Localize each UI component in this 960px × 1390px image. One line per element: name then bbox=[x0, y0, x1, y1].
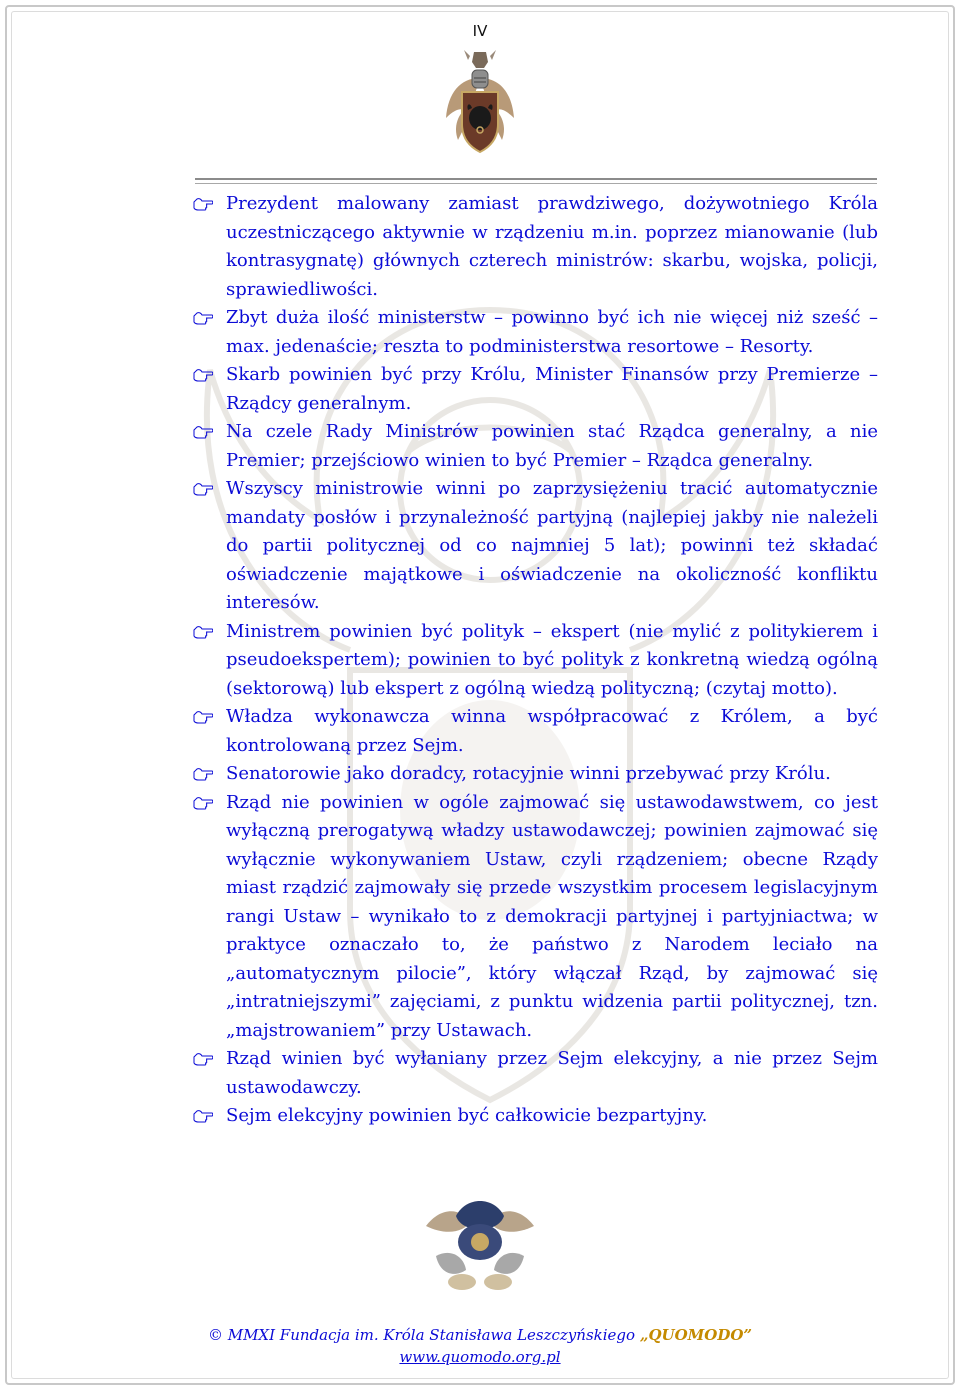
pointing-hand-icon bbox=[193, 710, 213, 724]
pointing-hand-icon bbox=[193, 482, 213, 496]
list-item bbox=[193, 418, 878, 475]
list-item bbox=[193, 1045, 878, 1102]
list-item bbox=[193, 475, 878, 618]
list-item-text: Zbyt duża ilość ministerstw – powinno być ich nie więcej niż sześć – max. jedenaście; reszta to podministerstwa resortowe – Resorty. bbox=[226, 307, 878, 357]
list-item-text: Rząd nie powinien w ogóle zajmować się ustawodawstwem, co jest wyłączną prerogatywą władzy ustawodawczej; powinien zajmować się wyłącznie wykonywaniem Ustaw, czyli rządzeniem; obecne Rządy miast rządzić zajmowały się przede wszystkim procesem legislacyjnym rangi Ustaw – wynikało to z demokracji partyjnej i partyjniactwa; w praktyce oznaczało to, że państwo z Narodem leciało na „automatycznym pilocie”, który włączał Rząd, by zajmować się „intratniejszymi” zajęciami, z punktu widzenia partii politycznej, tzn. „majstrowaniem” przy Ustawach. bbox=[226, 791, 878, 1041]
list-item bbox=[193, 760, 878, 789]
footer-copyright: © MMXI Fundacja im. Króla Stanisława Leszczyńskiego bbox=[207, 1326, 636, 1344]
eagle-ornament-icon bbox=[416, 1186, 544, 1296]
pointing-hand-icon bbox=[193, 311, 213, 325]
footer-url-line bbox=[0, 1348, 960, 1366]
header-rule-bottom bbox=[195, 183, 877, 184]
footer-copyright-line bbox=[0, 1326, 960, 1344]
page-number: IV bbox=[472, 22, 488, 40]
pointing-hand-icon bbox=[193, 1052, 213, 1066]
pointing-hand-icon bbox=[193, 368, 213, 382]
pointing-hand-icon bbox=[193, 425, 213, 439]
list-item bbox=[193, 703, 878, 760]
list-item bbox=[193, 789, 878, 1046]
pointing-hand-icon bbox=[193, 1109, 213, 1123]
list-item bbox=[193, 304, 878, 361]
list-item-text: Wszyscy ministrowie winni po zaprzysiężeniu tracić automatycznie mandaty posłów i przynależność partyjną (najlepiej jakby nie należeli do partii politycznej od co najmniej 5 lat); powinni też składać oświadczenie majątkowe i oświadczenie na okoliczność konfliktu interesów. bbox=[226, 478, 878, 613]
pointing-hand-icon bbox=[193, 625, 213, 639]
footer-url-link[interactable]: www.quomodo.org.pl bbox=[399, 1348, 561, 1366]
bullet-list-section bbox=[193, 190, 878, 1131]
list-item bbox=[193, 618, 878, 704]
list-item-text: Na czele Rady Ministrów powinien stać Rządca generalny, a nie Premier; przejściowo winien to być Premier – Rządca generalny. bbox=[226, 421, 878, 471]
pointing-hand-icon bbox=[193, 796, 213, 810]
list-item-text: Prezydent malowany zamiast prawdziwego, dożywotniego Króla uczestniczącego aktywnie w rządzeniu m.in. poprzez mianowanie (lub kontrasygnatę) głównych czterech ministrów: skarbu, wojska, policji, sprawiedliwości. bbox=[226, 193, 878, 300]
list-item bbox=[193, 1102, 878, 1131]
list-item-text: Rząd winien być wyłaniany przez Sejm elekcyjny, a nie przez Sejm ustawodawczy. bbox=[226, 1048, 878, 1098]
list-item-text: Władza wykonawcza winna współpracować z Królem, a być kontrolowaną przez Sejm. bbox=[226, 706, 878, 756]
list-item bbox=[193, 361, 878, 418]
bullet-list bbox=[193, 190, 878, 1131]
list-item bbox=[193, 190, 878, 304]
pointing-hand-icon bbox=[193, 767, 213, 781]
list-item-text: Senatorowie jako doradcy, rotacyjnie winni przebywać przy Królu. bbox=[226, 763, 831, 784]
list-item-text: Sejm elekcyjny powinien być całkowicie bezpartyjny. bbox=[226, 1105, 708, 1126]
coat-of-arms-icon bbox=[440, 48, 520, 160]
pointing-hand-icon bbox=[193, 197, 213, 211]
header-rule-top bbox=[195, 178, 877, 180]
list-item-text: Skarb powinien być przy Królu, Minister Finansów przy Premierze – Rządcy generalnym. bbox=[226, 364, 878, 414]
footer-brand: „QUOMODO” bbox=[639, 1326, 753, 1344]
list-item-text: Ministrem powinien być polityk – ekspert (nie mylić z politykierem i pseudoekspertem); powinien to być polityk z konkretną wiedzą ogólną (sektorową) lub ekspert z ogólną wiedzą polityczną; (czytaj motto). bbox=[226, 620, 878, 699]
